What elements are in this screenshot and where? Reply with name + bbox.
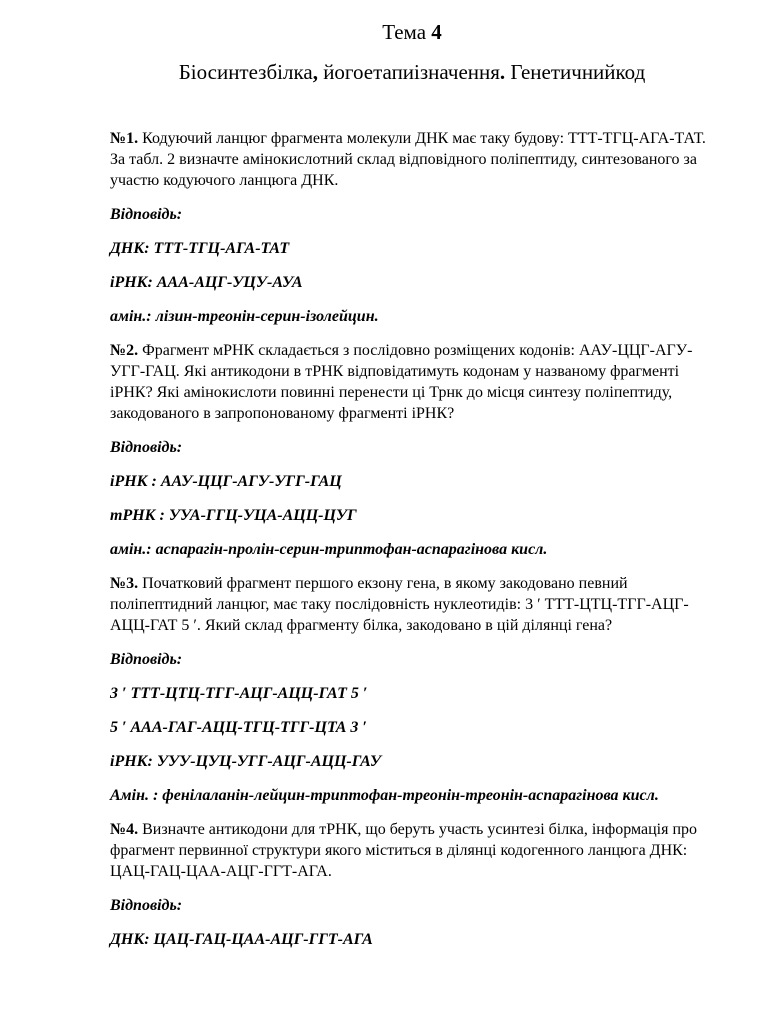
topic-subtitle [0,58,768,86]
task-3-answer-line: 5 ′ ААА-ГАГ-АЦЦ-ТГЦ-ТГГ-ЦТА 3 ′ [110,719,367,736]
subtitle-part-2: йогоетапиізначення [317,60,500,84]
task-3-answer-label: Відповідь: [110,651,183,668]
task-3-answer-line: іРНК: УУУ-ЦУЦ-УГГ-АЦГ-АЦЦ-ГАУ [110,753,381,770]
task-2-statement [110,340,720,424]
task-4-statement [110,819,720,882]
task-1-number: №1. [110,130,139,147]
task-4-answer-label: Відповідь: [110,897,183,914]
task-3-answer-line: Амін. : фенілаланін-лейцин-триптофан-треонін-треонін-аспарагінова кисл. [110,787,659,804]
task-1-answer-line: амін.: лізин-треонін-серин-ізолейцин. [110,308,379,325]
task-2-answer-line: тРНК : УУА-ГГЦ-УЦА-АЦЦ-ЦУГ [110,507,357,524]
task-3-number: №3. [110,575,139,592]
task-3-text: Початковий фрагмент першого екзону гена, в якому закодовано певний поліпептидний ланцюг, має таку послідовність нуклеотидів: 3 ′ ТТТ-ЦТЦ-ТГГ-АЦГ-АЦЦ-ГАТ 5 ′. Який склад фрагменту білка, закодовано в цій ділянці гена? [110,575,689,634]
subtitle-comma: , [312,60,318,84]
task-4-number: №4. [110,821,139,838]
topic-number: 4 [431,20,442,44]
task-4-answer-line: ДНК: ЦАЦ-ГАЦ-ЦАА-АЦГ-ГГТ-АГА [110,931,373,948]
task-4-text: Визначте антикодони для тРНК, що беруть участь усинтезі білка, інформація про фрагмент первинної структури якого міститься в ділянці кодогенного ланцюга ДНК: ЦАЦ-ГАЦ-ЦАА-АЦГ-ГГТ-АГА. [110,821,698,880]
subtitle-part-3: Генетичнийкод [505,60,646,84]
task-3-answer-line: 3 ′ ТТТ-ЦТЦ-ТГГ-АЦГ-АЦЦ-ГАТ 5 ′ [110,685,368,702]
topic-heading [0,18,768,46]
task-2-answer-line: іРНК : ААУ-ЦЦГ-АГУ-УГГ-ГАЦ [110,473,342,490]
task-2-answer-label: Відповідь: [110,439,183,456]
task-1-answer-label: Відповідь: [110,206,183,223]
task-2-text: Фрагмент мРНК складається з послідовно розміщених кодонів: ААУ-ЦЦГ-АГУ-УГГ-ГАЦ. Які антикодони в тРНК відповідатимуть кодонам у названому фрагменті іРНК? Які амінокислоти повинні перенести ці Трнк до місця синтезу поліпептиду, закодованого в запропонованому фрагменті іРНК? [110,342,693,422]
topic-word: Тема [382,20,427,44]
tasks-content [110,128,720,963]
task-1-text: Кодуючий ланцюг фрагмента молекули ДНК має таку будову: ТТТ-ТГЦ-АГА-ТАТ. За табл. 2 визначте амінокислотний склад відповідного поліпептиду, синтезованого за участю кодуючого ланцюга ДНК. [110,130,706,189]
task-3-statement [110,573,720,636]
task-1-answer-line: іРНК: ААА-АЦГ-УЦУ-АУА [110,274,303,291]
task-2-answer-line: амін.: аспарагін-пролін-серин-триптофан-аспарагінова кисл. [110,541,548,558]
subtitle-dot: . [499,60,506,84]
task-1-answer-line: ДНК: ТТТ-ТГЦ-АГА-ТАТ [110,240,290,257]
task-1-statement [110,128,720,191]
task-2-number: №2. [110,342,139,359]
subtitle-part-1: Біосинтезбілка [178,60,313,84]
